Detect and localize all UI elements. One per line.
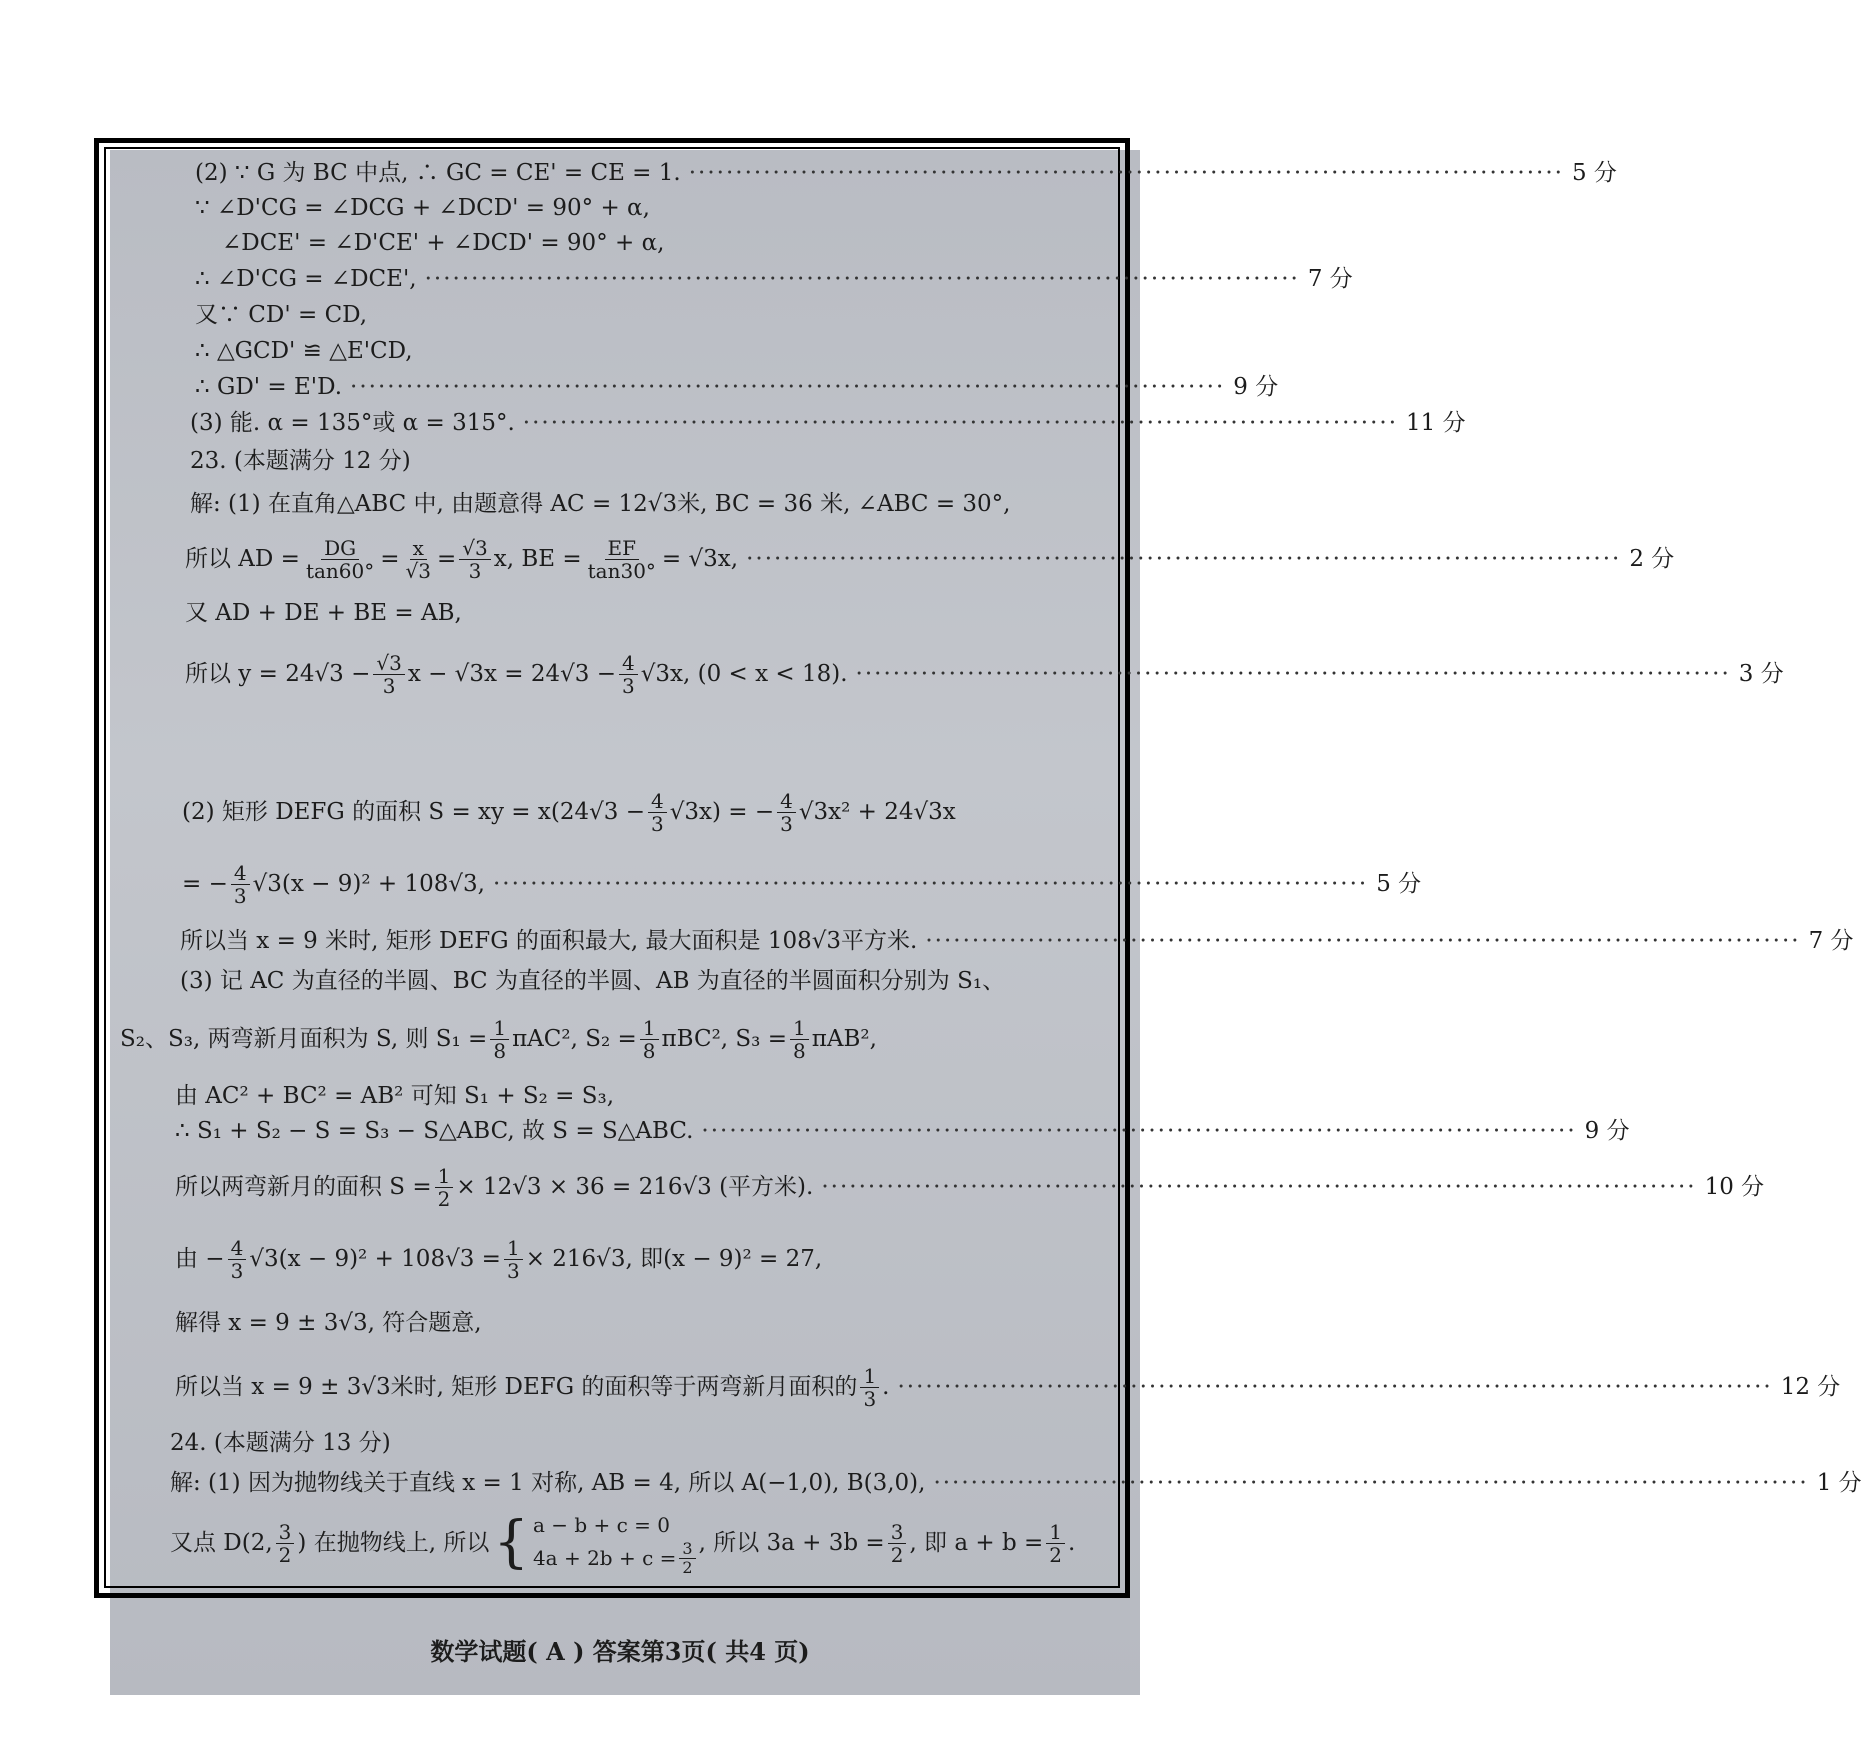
brace: { bbox=[493, 1510, 529, 1576]
fraction: $\frac{√3}{3}$ bbox=[459, 537, 490, 582]
solution-line: ∴ ∠D'CG = ∠DCE', ······························································································ 7 分 bbox=[195, 266, 1353, 292]
solution-line: ∴ S₁ + S₂ − S = S₃ − S△ABC, 故 S = S△ABC. ······························································································ 9 分 bbox=[175, 1118, 1630, 1144]
solution-line: 由 − $\frac{4}{3}$ √3(x − 9)² + 108√3 = $\frac{1}{3}$ × 216√3, 即(x − 9)² = 27, bbox=[175, 1236, 823, 1283]
fraction: $\frac{DG}{\tan 60^\circ}$ bbox=[305, 536, 375, 583]
solution-line: 由 AC² + BC² = AB² 可知 S₁ + S₂ = S₃, bbox=[175, 1083, 615, 1109]
score-label: 10 分 bbox=[1704, 1174, 1765, 1200]
fraction: $\frac{1}{8}$ bbox=[790, 1017, 809, 1062]
fraction: $\frac{1}{8}$ bbox=[640, 1017, 659, 1062]
fraction: $\frac{4}{3}$ bbox=[228, 1237, 247, 1282]
fraction: $\frac{4}{3}$ bbox=[777, 790, 796, 835]
dot-leader: ······························································································ bbox=[746, 546, 1622, 572]
fraction: $\frac{√3}{3}$ bbox=[373, 652, 404, 697]
fraction: $\frac{EF}{\tan 30^\circ}$ bbox=[587, 536, 656, 583]
solution-line: 解: (1) 因为抛物线关于直线 x = 1 对称, AB = 4, 所以 A(−1,0), B(3,0), ······························································································ 1 分 bbox=[170, 1470, 1862, 1496]
fraction: $\frac{4}{3}$ bbox=[648, 790, 667, 835]
score-label: 3 分 bbox=[1738, 661, 1784, 687]
solution-line: ∴ △GCD' ≌ △E'CD, bbox=[195, 338, 413, 364]
score-label: 7 分 bbox=[1307, 266, 1353, 292]
score-label: 5 分 bbox=[1571, 160, 1617, 186]
solution-line: 所以 y = 24√3 − $\frac{√3}{3}$ x − √3x = 24√3 − $\frac{4}{3}$ √3x, (0 < x < 18). ······························································································ 3 分 bbox=[185, 651, 1784, 698]
solution-line: (2) 矩形 DEFG 的面积 S = xy = x(24√3 − $\frac{4}{3}$ √3x) = − $\frac{4}{3}$ √3x² + 24√3x bbox=[182, 789, 956, 836]
solution-line: (3) 能. α = 135°或 α = 315°. ······························································································ 11 分 bbox=[190, 410, 1466, 436]
fraction: $\frac{1}{3}$ bbox=[860, 1365, 879, 1410]
dot-leader: ······························································································ bbox=[855, 661, 1731, 687]
solution-line: S₂、S₃, 两弯新月面积为 S, 则 S₁ = $\frac{1}{8}$ πAC², S₂ = $\frac{1}{8}$ πBC², S₃ = $\frac{1}{8}$ πAB², bbox=[120, 1016, 877, 1063]
solution-line: 解得 x = 9 ± 3√3, 符合题意, bbox=[175, 1310, 482, 1336]
solution-line: (3) 记 AC 为直径的半圆、BC 为直径的半圆、AB 为直径的半圆面积分别为 S₁、 bbox=[180, 968, 1006, 994]
score-label: 12 分 bbox=[1780, 1374, 1841, 1400]
dot-leader: ······························································································ bbox=[688, 160, 1564, 186]
fraction: $\frac{x}{√3}$ bbox=[405, 536, 431, 583]
page-footer: 数学试题( A ) 答案第3页( 共4 页) bbox=[430, 1637, 810, 1666]
fraction: $\frac{1}{2}$ bbox=[435, 1165, 454, 1210]
fraction: $\frac{1}{2}$ bbox=[1046, 1521, 1065, 1566]
dot-leader: ······························································································ bbox=[424, 266, 1300, 292]
score-label: 9 分 bbox=[1584, 1118, 1630, 1144]
solution-line: 解: (1) 在直角△ABC 中, 由题意得 AC = 12√3米, BC = 36 米, ∠ABC = 30°, bbox=[190, 491, 1011, 517]
score-label: 11 分 bbox=[1406, 410, 1466, 436]
solution-line: 又点 D(2, $\frac{3}{2}$ ) 在抛物线上, 所以 { a − b + c = 0 4a + 2b + c = $\frac{3}{2}$ , 所以 3a + 3b = $\frac{3}{2}$ , 即 a + b = $\frac{1}{2}$ . bbox=[170, 1510, 1076, 1577]
dot-leader: ······························································································ bbox=[925, 928, 1801, 954]
dot-leader: ······························································································ bbox=[897, 1374, 1773, 1400]
fraction: $\frac{3}{2}$ bbox=[276, 1521, 295, 1566]
score-label: 9 分 bbox=[1233, 374, 1279, 400]
equation-system: a − b + c = 0 4a + 2b + c = $\frac{3}{2}$ bbox=[533, 1510, 699, 1576]
score-label: 7 分 bbox=[1808, 928, 1854, 954]
solution-line bbox=[195, 160, 1617, 186]
dot-leader: ······························································································ bbox=[492, 871, 1369, 897]
fraction: $\frac{4}{3}$ bbox=[231, 862, 250, 907]
fraction: $\frac{3}{2}$ bbox=[888, 1521, 907, 1566]
score-label: 1 分 bbox=[1816, 1470, 1862, 1496]
dot-leader: ······························································································ bbox=[522, 410, 1399, 436]
line-text: (2) ∵ G 为 BC 中点, ∴ GC = CE' = CE = 1. bbox=[195, 160, 681, 186]
fraction: $\frac{1}{8}$ bbox=[490, 1017, 509, 1062]
dot-leader: ······························································································ bbox=[933, 1470, 1809, 1496]
solution-line: 所以 AD = $\frac{DG}{\tan 60^\circ}$ = $\frac{x}{√3}$ = $\frac{√3}{3}$ x, BE = $\frac{EF}{\tan 30^\circ}$ = √3x, ······························································································ 2 分 bbox=[185, 536, 1675, 583]
dot-leader: ······························································································ bbox=[701, 1118, 1577, 1144]
dot-leader: ······························································································ bbox=[821, 1174, 1697, 1200]
solution-line: = − $\frac{4}{3}$ √3(x − 9)² + 108√3, ······························································································ 5 分 bbox=[182, 861, 1422, 908]
problem-heading: 24. (本题满分 13 分) bbox=[170, 1430, 391, 1456]
score-label: 5 分 bbox=[1376, 871, 1422, 897]
problem-heading: 23. (本题满分 12 分) bbox=[190, 448, 411, 474]
solution-line: ∵ ∠D'CG = ∠DCG + ∠DCD' = 90° + α, bbox=[195, 195, 650, 221]
fraction: $\frac{1}{3}$ bbox=[504, 1237, 523, 1282]
solution-line: 所以当 x = 9 ± 3√3米时, 矩形 DEFG 的面积等于两弯新月面积的 $\frac{1}{3}$ . ······························································································ 12 分 bbox=[175, 1364, 1841, 1411]
score-label: 2 分 bbox=[1629, 546, 1675, 572]
solution-line: 所以当 x = 9 米时, 矩形 DEFG 的面积最大, 最大面积是 108√3平方米. ······························································································ 7 分 bbox=[180, 928, 1854, 954]
solution-line: 又∵ CD' = CD, bbox=[195, 302, 368, 328]
dot-leader: ······························································································ bbox=[350, 374, 1226, 400]
fraction: $\frac{4}{3}$ bbox=[619, 652, 638, 697]
solution-line: 所以两弯新月的面积 S = $\frac{1}{2}$ × 12√3 × 36 = 216√3 (平方米). ······························································································ 10 分 bbox=[175, 1164, 1765, 1211]
solution-line: ∠DCE' = ∠D'CE' + ∠DCD' = 90° + α, bbox=[222, 230, 665, 256]
solution-line: ∴ GD' = E'D. ······························································································ 9 分 bbox=[195, 374, 1279, 400]
solution-line: 又 AD + DE + BE = AB, bbox=[185, 600, 462, 626]
